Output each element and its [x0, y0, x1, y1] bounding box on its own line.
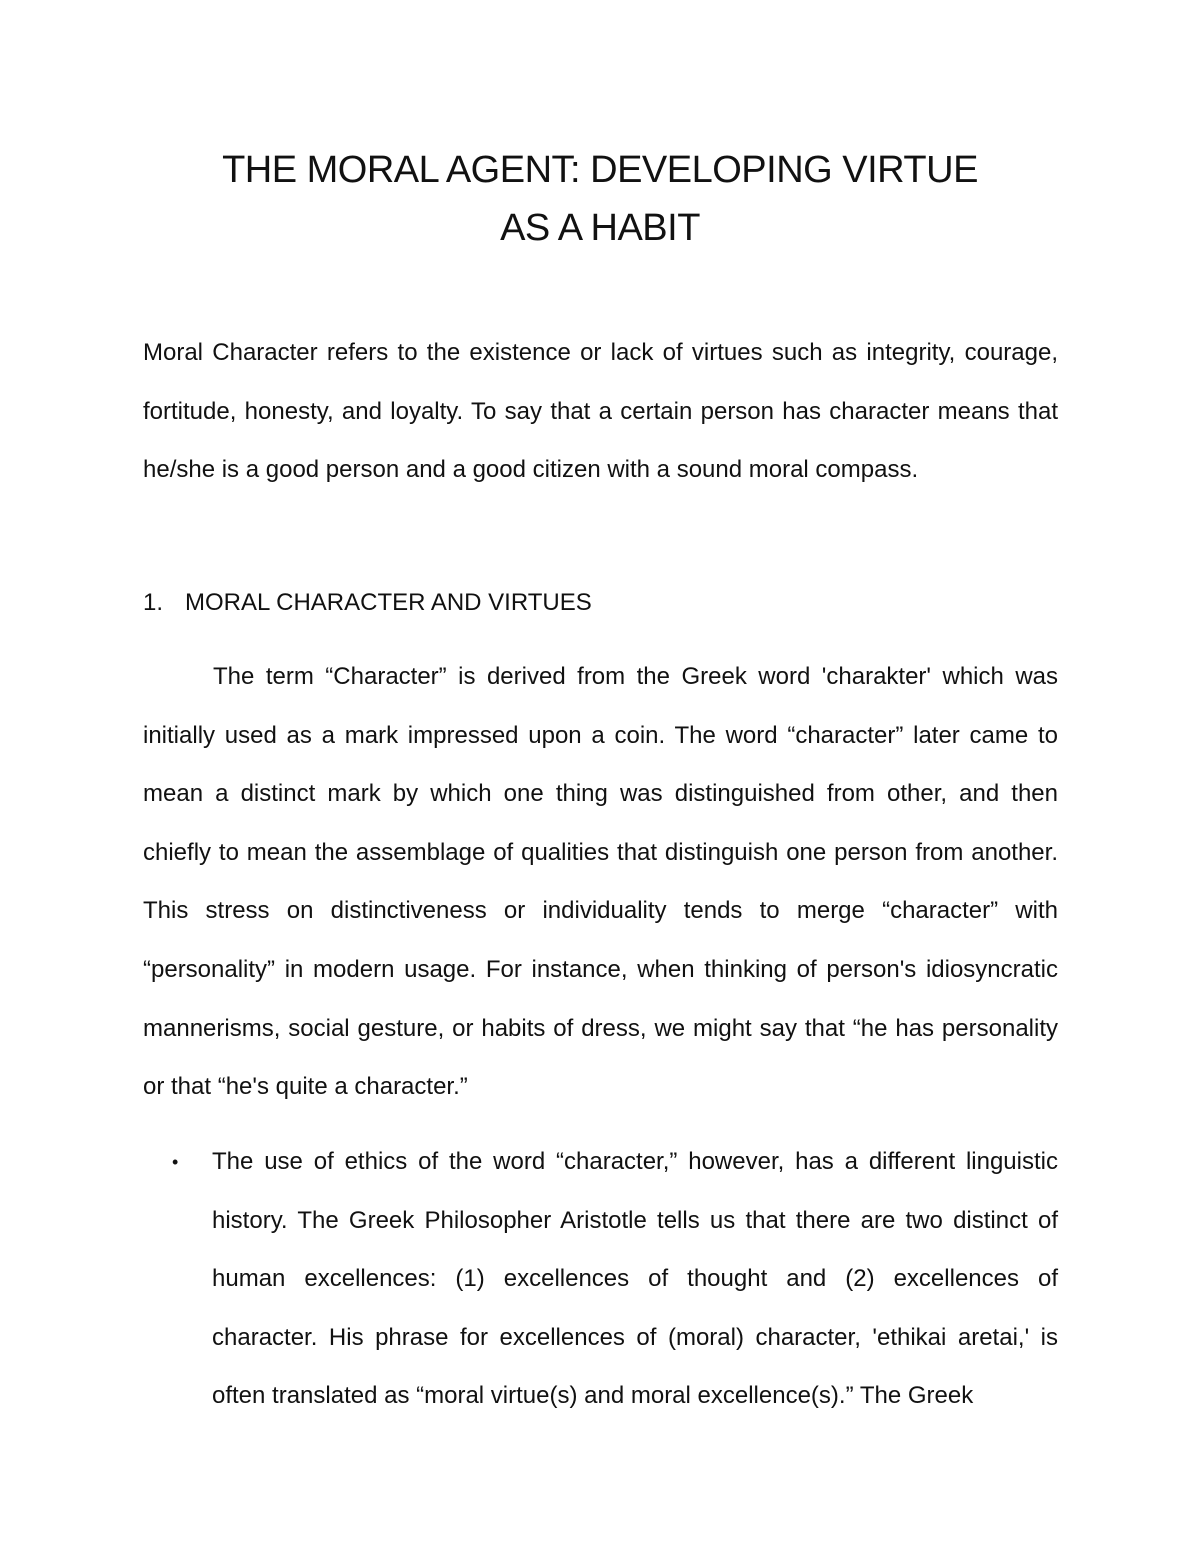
title-line-1: THE MORAL AGENT: DEVELOPING VIRTUE — [222, 149, 978, 191]
intro-paragraph: Moral Character refers to the existence or lack of virtues such as integrity, courage, fortitude, honesty, and loyalty. To say that a certain person has character means that he/she is a good person and a good citizen with a sound moral compass. — [143, 339, 1058, 484]
bullet-list-item: The use of ethics of the word “character,” however, has a different linguistic history. The Greek Philosopher Aristotle tells us that there are two distinct of human excellences: (1) excellences of thought and (2) excellences of character. His phrase for excellences of (moral) character, 'ethikai aretai,' is often translated as “moral virtue(s) and moral excellence(s).” The Greek — [212, 1148, 1058, 1410]
bullet-icon: • — [172, 1152, 179, 1172]
section-heading — [143, 574, 592, 632]
section-paragraph: The term “Character” is derived from the Greek word 'charakter' which was initially used as a mark impressed upon a coin. The word “character” later came to mean a distinct mark by which one thing was distinguished from other, and then chiefly to mean the assemblage of qualities that distinguish one person from another. This stress on distinctiveness or individuality tends to merge “character” with “personality” in modern usage. For instance, when thinking of person's idiosyncratic mannerisms, social gesture, or habits of dress, we might say that “he has personality or that “he's quite a character.” — [143, 663, 1058, 1101]
title-line-2: AS A HABIT — [500, 207, 700, 249]
section-heading-text: MORAL CHARACTER AND VIRTUES — [185, 589, 592, 616]
section-number: 1. — [143, 589, 164, 616]
document-title — [0, 141, 1200, 257]
